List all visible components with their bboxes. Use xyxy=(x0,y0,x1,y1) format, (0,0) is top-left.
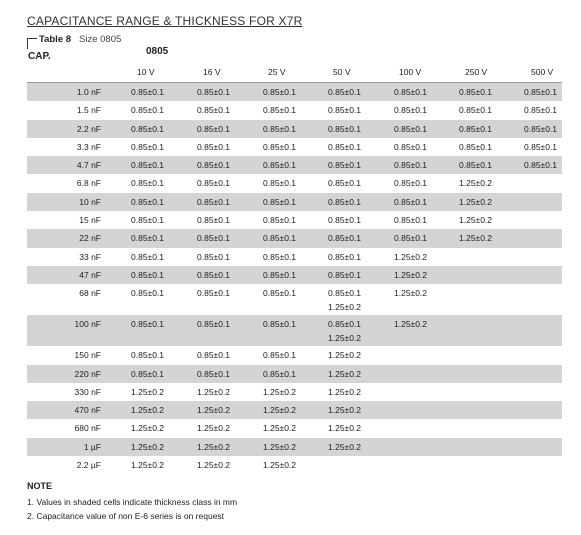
thickness-cell: 0.85±0.1 xyxy=(459,87,493,97)
thickness-cell: 0.85±0.1 xyxy=(197,105,231,116)
table-row xyxy=(27,101,562,119)
thickness-cell: 0.85±0.1 xyxy=(459,160,493,171)
thickness-cell: 1.25±0.2 xyxy=(131,460,165,471)
thickness-cell: 0.85±0.1 xyxy=(394,178,428,189)
thickness-cell: 0.85±0.1 xyxy=(394,160,428,171)
thickness-cell: 0.85±0.1 xyxy=(197,215,231,226)
thickness-cell: 1.25±0.2 xyxy=(394,288,428,299)
cap-value: 1.0 nF xyxy=(76,87,101,97)
cap-value: 15 nF xyxy=(79,215,101,226)
capacitance-table xyxy=(27,64,562,474)
page-title: CAPACITANCE RANGE & THICKNESS FOR X7R xyxy=(27,14,303,28)
cap-value: 1.5 nF xyxy=(76,105,101,116)
table-row xyxy=(27,346,562,364)
table-row xyxy=(27,120,562,138)
table-row xyxy=(27,266,562,284)
cap-value: 1 µF xyxy=(83,441,101,452)
thickness-cell: 0.85±0.1 xyxy=(394,105,428,116)
thickness-cell: 0.85±0.1 xyxy=(263,141,297,152)
thickness-cell: 0.85±0.1 xyxy=(197,178,231,189)
thickness-cell: 0.85±0.1 xyxy=(197,196,231,207)
thickness-cell: 1.25±0.2 xyxy=(328,350,362,361)
table-row xyxy=(27,284,562,315)
thickness-cell: 1.25±0.2 xyxy=(459,196,493,207)
thickness-cell: 0.85±0.1 xyxy=(131,105,165,116)
table-row xyxy=(27,383,562,401)
thickness-cell: 0.85±0.1 xyxy=(263,350,297,361)
thickness-cell: 1.25±0.2 xyxy=(197,460,231,471)
thickness-cell: 0.85±0.1 xyxy=(131,215,165,226)
cap-value: 220 nF xyxy=(74,368,101,379)
table-row xyxy=(27,193,562,211)
thickness-cell: 0.85±0.1 xyxy=(328,215,362,226)
thickness-cell: 0.85±0.1 xyxy=(263,319,297,330)
thickness-cell: 0.85±0.1 xyxy=(328,251,362,262)
voltage-header: 16 V xyxy=(203,67,221,77)
thickness-cell: 0.85±0.1 xyxy=(263,368,297,379)
thickness-cell: 0.85±0.1 xyxy=(394,141,428,152)
table-row xyxy=(27,174,562,192)
thickness-cell: 1.25±0.2 xyxy=(131,441,165,452)
thickness-cell: 0.85±0.1 xyxy=(131,141,165,152)
table-row xyxy=(27,365,562,383)
thickness-cell: 0.85±0.1 xyxy=(328,196,362,207)
table-row xyxy=(27,401,562,419)
thickness-cell: 0.85±0.1 xyxy=(394,233,428,244)
table-row xyxy=(27,211,562,229)
thickness-cell: 0.85±0.1 xyxy=(328,233,362,244)
thickness-cell: 1.25±0.2 xyxy=(131,405,165,416)
thickness-cell: 0.85±0.1 xyxy=(197,288,231,299)
table-row xyxy=(27,419,562,437)
thickness-cell: 0.85±0.1 xyxy=(328,178,362,189)
thickness-cell: 0.85±0.1 xyxy=(263,288,297,299)
cap-value: 680 nF xyxy=(74,423,101,434)
table-row xyxy=(27,248,562,266)
thickness-cell: 1.25±0.2 xyxy=(394,319,428,330)
thickness-cell: 1.25±0.2 xyxy=(197,441,231,452)
table-row xyxy=(27,156,562,174)
thickness-cell: 0.85±0.1 xyxy=(524,123,558,134)
thickness-cell: 0.85±0.1 xyxy=(131,319,165,330)
thickness-cell: 0.85±0.1 xyxy=(263,251,297,262)
cap-value: 22 nF xyxy=(79,233,101,244)
thickness-cell: 0.85±0.1 xyxy=(328,269,362,280)
cap-value: 2.2 nF xyxy=(76,123,101,134)
thickness-cell: 1.25±0.2 xyxy=(197,405,231,416)
thickness-cell: 1.25±0.2 xyxy=(459,215,493,226)
thickness-cell: 0.85±0.1 xyxy=(197,141,231,152)
thickness-cell: 0.85±0.1 xyxy=(131,123,165,134)
voltage-header: 500 V xyxy=(531,67,554,77)
thickness-cell: 0.85±0.1 xyxy=(131,178,165,189)
thickness-cell: 0.85±0.1 xyxy=(197,368,231,379)
thickness-cell: 1.25±0.2 xyxy=(131,386,165,397)
thickness-cell: 0.85±0.1 1.25±0.2 xyxy=(328,288,362,313)
voltage-header: 50 V xyxy=(333,67,351,77)
thickness-cell: 0.85±0.1 xyxy=(459,105,493,116)
voltage-header: 100 V xyxy=(399,67,422,77)
thickness-cell: 0.85±0.1 xyxy=(459,123,493,134)
thickness-cell: 0.85±0.1 xyxy=(263,87,297,97)
thickness-cell: 0.85±0.1 xyxy=(263,269,297,280)
note-1: 1. Values in shaded cells indicate thickness class in mm xyxy=(27,497,238,507)
note-2: 2. Capacitance value of non E-6 series is on request xyxy=(27,511,225,521)
table-row xyxy=(27,229,562,247)
cap-column-label: CAP. xyxy=(28,51,51,62)
cap-value: 470 nF xyxy=(74,405,101,416)
cap-value: 3.3 nF xyxy=(76,141,101,152)
thickness-cell: 0.85±0.1 xyxy=(131,196,165,207)
thickness-cell: 1.25±0.2 xyxy=(328,386,362,397)
thickness-cell: 0.85±0.1 xyxy=(263,215,297,226)
case-size-label: 0805 xyxy=(146,46,169,57)
thickness-cell: 0.85±0.1 xyxy=(131,233,165,244)
table-row xyxy=(27,83,562,101)
thickness-cell: 1.25±0.2 xyxy=(394,251,428,262)
cap-value: 33 nF xyxy=(79,251,101,262)
thickness-cell: 0.85±0.1 xyxy=(263,196,297,207)
thickness-cell: 0.85±0.1 xyxy=(524,160,558,171)
thickness-cell: 1.25±0.2 xyxy=(394,269,428,280)
cap-value: 100 nF xyxy=(74,319,101,330)
thickness-cell: 0.85±0.1 xyxy=(394,87,428,97)
voltage-header: 25 V xyxy=(268,67,286,77)
thickness-cell: 0.85±0.1 xyxy=(197,269,231,280)
thickness-cell: 0.85±0.1 xyxy=(524,105,558,116)
thickness-cell: 1.25±0.2 xyxy=(328,405,362,416)
cap-value: 10 nF xyxy=(79,196,101,207)
thickness-cell: 0.85±0.1 xyxy=(197,233,231,244)
thickness-cell: 0.85±0.1 xyxy=(131,288,165,299)
thickness-cell: 1.25±0.2 xyxy=(263,405,297,416)
thickness-cell: 0.85±0.1 xyxy=(394,123,428,134)
voltage-header: 250 V xyxy=(465,67,488,77)
voltage-header-row xyxy=(27,64,562,83)
table-row xyxy=(27,456,562,474)
size-label: Size 0805 xyxy=(79,34,122,45)
thickness-cell: 1.25±0.2 xyxy=(328,441,362,452)
thickness-cell: 0.85±0.1 xyxy=(328,105,362,116)
thickness-cell: 0.85±0.1 xyxy=(131,251,165,262)
thickness-cell: 0.85±0.1 xyxy=(197,319,231,330)
thickness-cell: 0.85±0.1 xyxy=(328,160,362,171)
thickness-cell: 0.85±0.1 xyxy=(197,87,231,97)
thickness-cell: 0.85±0.1 xyxy=(328,141,362,152)
cap-value: 150 nF xyxy=(74,350,101,361)
thickness-cell: 0.85±0.1 xyxy=(328,123,362,134)
table-caption xyxy=(27,34,121,45)
thickness-cell: 1.25±0.2 xyxy=(263,460,297,471)
thickness-cell: 1.25±0.2 xyxy=(197,386,231,397)
thickness-cell: 0.85±0.1 xyxy=(328,87,362,97)
cap-value: 330 nF xyxy=(74,386,101,397)
table-row xyxy=(27,138,562,156)
notes-title: NOTE xyxy=(27,481,53,491)
thickness-cell: 1.25±0.2 xyxy=(263,423,297,434)
thickness-cell: 1.25±0.2 xyxy=(328,423,362,434)
thickness-cell: 1.25±0.2 xyxy=(459,178,493,189)
thickness-cell: 0.85±0.1 xyxy=(131,87,165,97)
thickness-cell: 1.25±0.2 xyxy=(131,423,165,434)
thickness-cell: 0.85±0.1 xyxy=(131,160,165,171)
thickness-cell: 0.85±0.1 xyxy=(394,215,428,226)
thickness-cell: 0.85±0.1 xyxy=(263,233,297,244)
cap-value: 47 nF xyxy=(79,269,101,280)
table-row xyxy=(27,438,562,456)
table-number: Table 8 xyxy=(39,34,72,45)
thickness-cell: 1.25±0.2 xyxy=(197,423,231,434)
thickness-cell: 0.85±0.1 xyxy=(131,350,165,361)
thickness-cell: 0.85±0.1 xyxy=(263,105,297,116)
thickness-cell: 1.25±0.2 xyxy=(459,233,493,244)
table-row xyxy=(27,315,562,346)
thickness-cell: 1.25±0.2 xyxy=(263,441,297,452)
cap-value: 2.2 µF xyxy=(76,460,101,471)
thickness-cell: 0.85±0.1 xyxy=(524,87,558,97)
thickness-cell: 0.85±0.1 xyxy=(131,368,165,379)
thickness-cell: 0.85±0.1 xyxy=(263,178,297,189)
thickness-cell: 0.85±0.1 xyxy=(197,123,231,134)
thickness-cell: 0.85±0.1 xyxy=(263,160,297,171)
cap-value: 68 nF xyxy=(79,288,101,299)
thickness-cell: 0.85±0.1 xyxy=(197,251,231,262)
thickness-cell: 0.85±0.1 xyxy=(197,350,231,361)
table-body xyxy=(27,83,562,474)
thickness-cell: 0.85±0.1 xyxy=(524,141,558,152)
thickness-cell: 0.85±0.1 xyxy=(459,141,493,152)
thickness-cell: 0.85±0.1 xyxy=(197,160,231,171)
bracket-mark xyxy=(27,38,37,49)
thickness-cell: 0.85±0.1 xyxy=(263,123,297,134)
thickness-cell: 0.85±0.1 1.25±0.2 xyxy=(328,319,362,344)
thickness-cell: 1.25±0.2 xyxy=(263,386,297,397)
thickness-cell: 0.85±0.1 xyxy=(131,269,165,280)
cap-value: 6.8 nF xyxy=(76,178,101,189)
cap-value: 4.7 nF xyxy=(76,160,101,171)
thickness-cell: 1.25±0.2 xyxy=(328,368,362,379)
thickness-cell: 0.85±0.1 xyxy=(394,196,428,207)
voltage-header: 10 V xyxy=(137,67,155,77)
